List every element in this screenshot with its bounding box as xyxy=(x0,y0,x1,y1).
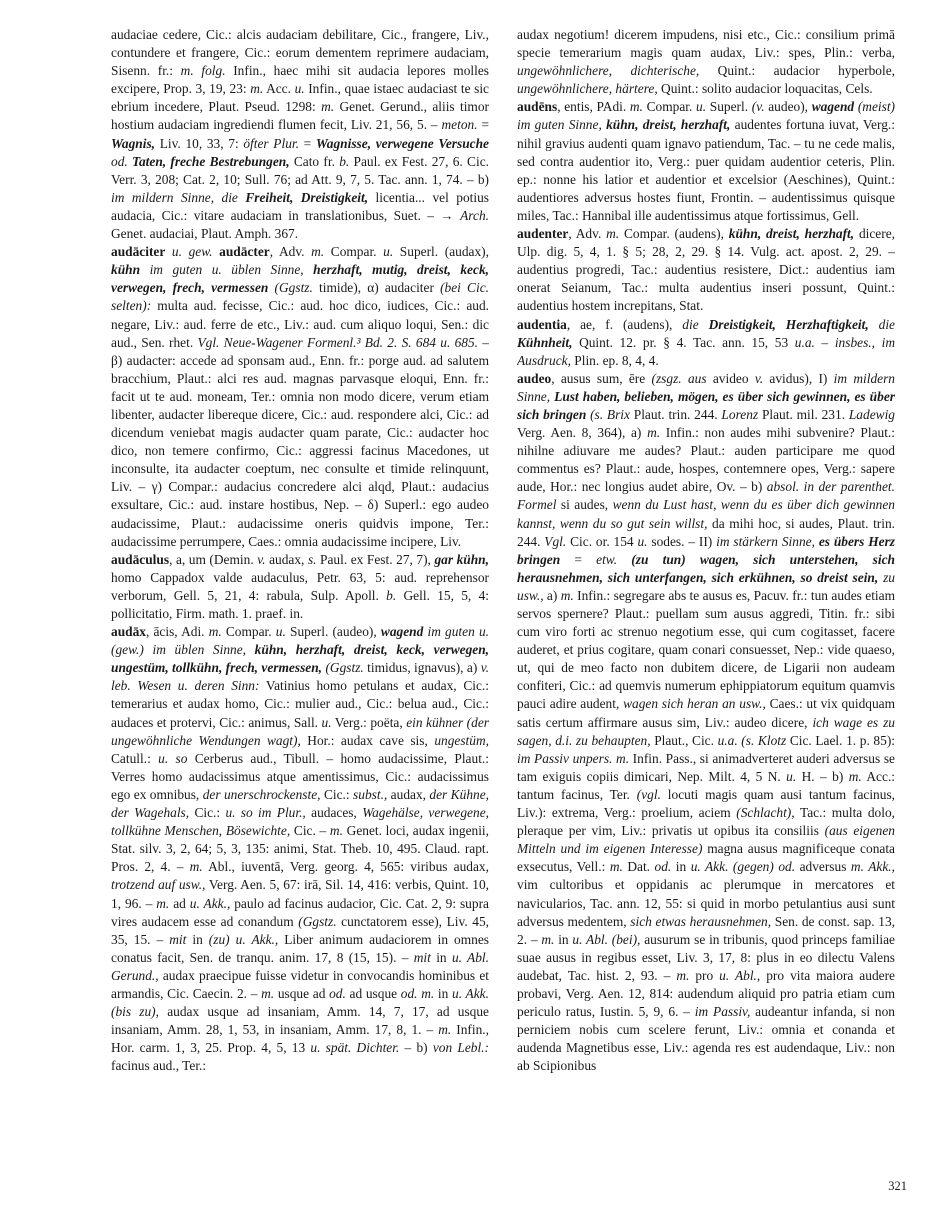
entry-bold-text: kühn xyxy=(111,262,141,278)
entry-text: vim cultoribus et oppidanis ac plerumque in mercatores et navicularios, Tac. ann. 12, 55: si quid in morbo petulantius ausi sunt adversus medentem, xyxy=(517,877,895,929)
entry-italic-text: im guten u. (gew.) im üblen Sinne, xyxy=(111,624,489,658)
entry-text: Acc.: tantum facinus, Ter. xyxy=(517,768,895,802)
entry-italic-text: ungewöhnlichere, härtere, xyxy=(517,81,658,97)
entry-text: multa aud. fecisse, Cic.: aud. hoc dico, iudices, Cic.: aud. negare, Liv.: aud. ferre de etc., Liv.: aud. cum aliquo loqui, Sen.: dic aud., Sen. rhet. xyxy=(111,298,489,350)
entry-text: Cerberus aud., Tibull. – homo audacissime, Plaut.: Verres homo audacissimus atque amentissimus, Cic.: audacissimus ego ex omnibus, xyxy=(111,750,489,802)
entry-text: , ausus sum, ēre xyxy=(551,370,652,386)
entry-text: Caes.: ut vix quidquam satis certum affirmare ausus sim, Liv.: audeo dicere, xyxy=(517,696,895,730)
entry-italic-text: im Passiv unpers. m. xyxy=(517,750,630,766)
entry-text: – b) xyxy=(399,1040,433,1056)
entry-italic-text: u. xyxy=(637,533,648,549)
entry-bold-text: Kühnheit, xyxy=(517,334,573,350)
entry-bold-text: es übers Herz bringen xyxy=(517,533,895,567)
entry-text: Verg. Aen. 5, 67: irā, Sil. 14, 416: verbis, Quint. 10, 1, 96. – xyxy=(111,877,489,911)
entry-text: , Adv. xyxy=(269,244,312,260)
entry-text: Genet. audaciai, Plaut. Amph. 367. xyxy=(111,226,299,242)
entry-bold-text: Wagnisse, verwegene Versuche xyxy=(315,135,489,151)
entry-text: in xyxy=(186,931,209,947)
entry-text: , ae, f. (audens), xyxy=(566,316,683,332)
entry-bold-text: Dreistigkeit, Herzhaftigkeit, xyxy=(708,316,869,332)
entry-italic-text: wagen sich heran an usw., xyxy=(623,696,766,712)
dictionary-entry xyxy=(517,316,895,370)
entry-italic-text: mit xyxy=(413,949,431,965)
left-column xyxy=(111,26,489,1176)
entry-text: Cic. Lael. 1. p. 85): xyxy=(786,732,895,748)
entry-text: Hor.: audax cave sis, xyxy=(300,732,435,748)
entry-italic-text: m. xyxy=(311,244,325,260)
dictionary-entry xyxy=(517,225,895,315)
entry-italic-text: (meist) im guten Sinne, xyxy=(517,99,895,133)
entry-italic-text: od. xyxy=(654,859,672,875)
entry-text: audax negotium! dicerem impudens, nisi etc., Cic.: consilium primā specie temerarium magis quam audax, Liv.: spes, Plin.: verba, xyxy=(517,27,895,61)
entry-text: Genet. loci, audax ingenii, Stat. silv. 3, 2, 64; 5, 3, 135: animi, Stat. Theb. 10, 495. Claud. rapt. Pros. 2, 4. – xyxy=(111,823,489,875)
entry-text: Plin. ep. 8, 4, 4. xyxy=(570,352,659,368)
entry-bold-text: audēns xyxy=(517,99,558,115)
entry-text: Superl. (audeo), xyxy=(285,624,381,640)
entry-text: Cic. – xyxy=(290,823,330,839)
entry-text: Compar. xyxy=(221,624,276,640)
entry-text: , entis, PAdi. xyxy=(557,99,630,115)
entry-italic-text: m. xyxy=(189,859,203,875)
dictionary-entry xyxy=(517,370,895,1076)
entry-text: Gell. 15, 5, 4: pollicitatio, Firm. math. 1. praef. in. xyxy=(111,587,489,621)
entry-italic-text: subst., xyxy=(353,786,388,802)
entry-italic-text: insbes., im Ausdruck, xyxy=(517,334,895,368)
entry-italic-text: öfter Plur. xyxy=(243,135,299,151)
entry-text: Cic.: xyxy=(320,786,354,802)
entry-italic-text: (vgl. xyxy=(636,786,661,802)
entry-italic-text: (bei Cic. selten): xyxy=(111,280,489,314)
dictionary-entry xyxy=(517,26,895,98)
entry-text: Liv. 10, 33, 7: xyxy=(155,135,244,151)
entry-text: Tac.: multa dolo, pleraque per vim, Liv.: privatis ut opibus ita consiliis xyxy=(517,805,895,839)
entry-bold-text: Wagnis, xyxy=(111,135,156,151)
entry-text: dicere, Ulp. dig. 5, 4, 1. § 5; 28, 2, 29. § 14. Vulg. act. apost. 2, 29. – audentius progredi, Tac.: audentius resistere, Dict.: audentius iam onerat Seianum, Tac.: multa audentius inseri possunt, Quint.: audentius hostem increpitans, Stat. xyxy=(517,226,895,314)
entry-italic-text: der Kühne, der Wagehals, xyxy=(111,786,489,821)
entry-text: H. – b) xyxy=(796,768,849,784)
entry-text: ad usque xyxy=(345,985,401,1001)
entry-italic-text: (Ggstz. xyxy=(298,913,337,929)
entry-italic-text: u. gew. xyxy=(171,244,213,260)
entry-italic-text: v. leb. Wesen u. deren Sinn: xyxy=(111,660,489,694)
entry-italic-text: (s. Brix xyxy=(590,406,630,422)
entry-italic-text: m. xyxy=(261,985,275,1001)
entry-italic-text: u.a. xyxy=(794,334,815,350)
entry-italic-text: u. spät. Dichter. xyxy=(310,1040,400,1056)
entry-italic-text: b. xyxy=(339,153,350,169)
entry-text: audeantur infanda, si non perniciem nobis cum scelere ferunt, Liv.: omnia et conanda et audenda Magnetibus esse, Liv.: agenda res est audendaque, Liv.: non ab Scipionibus xyxy=(517,1004,895,1074)
dictionary-entry xyxy=(517,98,895,225)
entry-text: Infin. Pass., si animadverteret auderi adversus se tam exiguis copiis dimicari, Nep. Milt. 4, 5 N. xyxy=(517,750,895,784)
entry-text: Liber animum audaciorem in omnes conatus facit, Sen. de tranqu. anim. 17, 8 (15, 15). – xyxy=(111,931,489,965)
entry-text: timidus, ignavus), a) xyxy=(363,660,481,676)
entry-text: = xyxy=(477,117,489,133)
entry-italic-text: v. xyxy=(754,370,764,386)
entry-bold-text: kühn, herzhaft, dreist, keck, verwegen, ungestüm, tollkühn, frech, vermessen, xyxy=(111,642,489,676)
entry-text: = xyxy=(298,135,316,151)
entry-italic-text: m. xyxy=(560,587,574,603)
entry-italic-text: u. so im Plur., xyxy=(225,805,306,821)
entry-italic-text: od. m. xyxy=(400,985,435,1001)
entry-text: paulo ad facinus audacior, Cic. Cat. 2, 9: supra vires audacem esse ad conandum xyxy=(111,895,489,929)
entry-italic-text: s. xyxy=(307,551,317,567)
entry-italic-text: u. xyxy=(294,81,305,97)
entry-text: audax praecipue fuisse videtur in convocandis hominibus et armandis, Cic. Caecin. 2. – xyxy=(111,967,489,1001)
entry-italic-text: m. xyxy=(848,768,862,784)
entry-bold-text: audentia xyxy=(517,316,567,332)
entry-text: audentes fortuna iuvat, Verg.: nihil gravius audenti quam ignavo patiendum, Tac. – tu ne cede malis, sed contra audentior ito, Verg.: puer quidam audentior ceteris, Plin. ep.: nonne his latior et audentior et excelsior (Aeschines), Quint.: audentiores adversus hostes fiunt, Frontin. – audentissimus quisque miles, Tac.: Hannibal ille audentissimus atque fortissimus, Gell. xyxy=(517,117,895,223)
entry-text: Plaut. mil. 231. xyxy=(758,406,849,422)
entry-text: Quint.: solito audacior loquacitas, Cels. xyxy=(657,81,873,97)
entry-italic-text: etw. xyxy=(596,551,618,567)
entry-italic-text: m. xyxy=(438,1022,452,1038)
entry-italic-text: u. Abl., xyxy=(719,967,761,983)
entry-italic-text: u. Akk., xyxy=(189,895,231,911)
entry-text xyxy=(140,262,150,277)
entry-text: sodes. – II) xyxy=(647,533,717,549)
entry-text: Cic.: xyxy=(189,805,226,821)
entry-bold-text: audāculus xyxy=(111,551,170,567)
entry-italic-text: ein kühner (der ungewöhnliche Wendungen wagt), xyxy=(111,714,489,748)
entry-bold-text: kühn, dreist, herzhaft, xyxy=(606,117,731,133)
entry-text: facinus aud., Ter.: xyxy=(111,1058,207,1074)
entry-text: – xyxy=(814,334,835,350)
entry-italic-text: u. xyxy=(696,99,707,115)
entry-italic-text: u. so xyxy=(158,750,188,766)
entry-bold-text: audeo xyxy=(517,370,552,386)
entry-italic-text: von Lebl.: xyxy=(432,1040,489,1056)
entry-italic-text: m. Akk., xyxy=(850,859,895,875)
entry-italic-text: Ladewig xyxy=(848,406,895,422)
entry-text: da mihi hoc, si audes, Plaut. trin. 244. xyxy=(517,515,895,549)
entry-text: a) xyxy=(543,587,561,603)
entry-text xyxy=(617,552,631,567)
entry-text xyxy=(165,244,172,259)
entry-italic-text: (aus eigenen Mitteln und im eigenen Interesse) xyxy=(517,823,895,857)
entry-text: Superl. (audax), xyxy=(393,244,489,260)
entry-italic-text: absol. in der parenthet. Formel xyxy=(517,479,895,513)
entry-text: , Adv. xyxy=(568,226,607,242)
entry-text xyxy=(869,317,879,332)
entry-italic-text: Vgl. Neue-Wagener Formenl.³ Bd. 2. S. 684 u. 685. xyxy=(197,334,479,350)
entry-italic-text: m. xyxy=(629,99,643,115)
entry-italic-text: m. folg. xyxy=(180,63,226,79)
entry-italic-text: u. Akk. (bis zu), xyxy=(111,985,489,1020)
entry-text: Vatinius homo petulans et audax, Cic.: temerarius et audax homo, Cic.: mulier aud., Cic.: belua aud., Cic.: audaces et protervi, Cic.: animus, Sall. xyxy=(111,678,489,730)
entry-bold-text: Lust haben, belieben, mögen, es über sich gewinnen, es über sich bringen xyxy=(517,388,895,422)
entry-text: Verg.: poëta, xyxy=(331,714,407,730)
entry-italic-text: od. xyxy=(329,985,346,1001)
entry-italic-text: od. xyxy=(111,153,128,169)
entry-text: Quint. 12. pr. § 4. Tac. ann. 15, 53 xyxy=(572,334,795,350)
entry-italic-text: m. xyxy=(156,895,170,911)
entry-text: Dat. xyxy=(622,859,655,875)
entry-text: in xyxy=(434,985,453,1001)
entry-text: ad xyxy=(169,895,190,911)
entry-text: Compar. xyxy=(642,99,697,115)
entry-text: audaces, xyxy=(305,805,363,821)
entry-text: cunctatorem esse), Liv. 45, 35, 15. – xyxy=(111,913,489,947)
entry-italic-text: m. xyxy=(541,931,555,947)
entry-text: magna ausus magnificeque conata exsecutus, Vell.: xyxy=(517,841,895,875)
page-number: 321 xyxy=(888,1179,907,1193)
entry-italic-text: (zsgz. aus xyxy=(651,370,707,386)
entry-text: usque ad xyxy=(274,985,330,1001)
entry-italic-text: ungestüm, xyxy=(434,732,489,748)
entry-text: locuti magis quam ausi tantum facinus, Liv.): extrema, Verg.: proelium, aciem xyxy=(517,786,895,821)
entry-italic-text: im mildern Sinne, xyxy=(517,370,895,404)
entry-italic-text: die xyxy=(878,316,895,332)
entry-bold-text: gar kühn, xyxy=(434,551,489,567)
entry-italic-text: b. xyxy=(386,587,397,603)
entry-text: avidus), I) xyxy=(763,370,834,386)
entry-text: Abl., iuventā, Verg. georg. 4, 565: viribus audax, xyxy=(202,859,489,875)
entry-text: Catull.: xyxy=(111,750,159,766)
entry-italic-text: im stärkern Sinne, xyxy=(716,533,815,549)
entry-italic-text: v. xyxy=(257,551,266,567)
entry-text: – β) audacter: accede ad sponsam aud., Enn. fr.: porge aud. ad salutem bracchium, Plaut.: alci res aud. magnas parvasque eloqui, Enn. fr.: facit ut te aud. moneam, Ter.: omnia non modo dicere, verum etiam libenter, audacter libereque dicere, Cic.: aud. respondere alci, Cic.: ad dicendum veniebat magis audacter quam parate, Cic.: audacter hoc dico, non temere confirmo, Cic.: aggressi facinus Macedones, ut inconsulte, ita audacter coeptum, nec consulte et timide relinquunt, Liv. – γ) Compar.: audacius concredere alci alqd, Plaut.: audacius exsultare, Cic.: aud. instare hostibus, Nep. – δ) Superl.: ego audeo audacissime, Plaut.: audacissime oneris quidvis impone, Ter.: audacissime perrumpere, Caes.: omnia audacissime incipere, Liv. xyxy=(111,334,489,549)
entry-italic-text: u. Abl. Gerund., xyxy=(111,949,489,983)
entry-text: audeo), xyxy=(764,99,812,115)
entry-italic-text: Vgl. xyxy=(544,533,567,549)
entry-italic-text: Lorenz xyxy=(721,406,759,422)
entry-italic-text: m. xyxy=(676,967,690,983)
entry-italic-text: Wagehälse, verwegene, tollkühne Menschen, Bösewichte, xyxy=(111,805,489,839)
entry-text: Infin., Hor. carm. 1, 3, 25. Prop. 4, 5, 13 xyxy=(111,1022,489,1056)
entry-text: Paul. ex Fest. 27, 6. Cic. Verr. 3, 208; Cat. 2, 10; Sull. 76; ad Att. 9, 7, 5. Tac. ann. 1, 74. – b) xyxy=(111,153,489,187)
dictionary-entry xyxy=(111,623,489,1075)
entry-italic-text: im guten u. üblen Sinne, xyxy=(149,262,304,278)
entry-text xyxy=(246,642,255,657)
entry-text xyxy=(304,262,314,277)
entry-italic-text: sich etwas herausnehmen, xyxy=(630,913,772,929)
entry-text: , a, um (Demin. xyxy=(169,551,258,567)
entry-italic-text: u. xyxy=(321,714,332,730)
entry-text: si audes, xyxy=(556,497,613,513)
entry-italic-text: u. Abl. (bei), xyxy=(572,931,641,947)
entry-text: pro xyxy=(689,967,720,983)
entry-italic-text: trotzend auf usw., xyxy=(111,877,206,893)
entry-italic-text: (Schlacht), xyxy=(736,805,795,821)
entry-text: Genet. Gerund., aliis timor hostium audaciam ingrediendi flumen fecit, Liv. 21, 56, 5. – xyxy=(111,99,489,133)
entry-text: Cato fr. xyxy=(289,153,340,169)
entry-italic-text: m. xyxy=(321,99,335,115)
entry-text: adversus xyxy=(795,859,851,875)
entry-bold-text: wagend xyxy=(380,624,424,640)
entry-italic-text: der unerschrockenste, xyxy=(202,786,321,802)
entry-bold-text: audācter xyxy=(219,244,270,260)
entry-text: Superl. xyxy=(706,99,752,115)
entry-text: Cic. or. 154 xyxy=(566,533,638,549)
entry-bold-text: Freiheit, Dreistigkeit, xyxy=(245,189,369,205)
dictionary-entry xyxy=(111,243,489,551)
entry-text xyxy=(699,317,709,332)
entry-italic-text: m. xyxy=(208,624,222,640)
entry-italic-text: wenn du Lust hast, wenn du es über dich gewinnen kannst, wenn du so gut sein willst, xyxy=(517,497,895,531)
entry-text: Infin.: segregare abs te ausus es, Pacuv. fr.: tun audes etiam servos spernere? Plaut.: puellam sum ausus aggredi, Titin. fr.: sibi cum viro forti ac strenuo negotium esse, qui cum cogitasset, facere auderet, et prius cogitare, quam conari consuesset, Nep.: vide quaeso, ut, qui de meo facto non dubitem dicere, de Ligarii non audeam confiteri, Cic.: ad quemvis numerum ephippiatorum equitum quamvis pauci adire audent, xyxy=(517,587,895,712)
entry-italic-text: ich wage es zu sagen, d.i. zu behaupten, xyxy=(517,714,895,748)
entry-bold-text: herzhaft, mutig, dreist, keck, verwegen, frech, vermessen xyxy=(111,262,489,296)
entry-text: ausurum se in tribunis, quod princeps familiae suae ausus in regibus esset, Liv. 3, 17, 8: plus in eo dilectu Valens audebat, Tac. hist. 2, 93. – xyxy=(517,931,895,983)
entry-text: audax, xyxy=(387,786,430,802)
entry-bold-text: audāx xyxy=(111,624,146,640)
entry-italic-text: (Ggstz. xyxy=(325,660,364,676)
entry-text: , ācis, Adi. xyxy=(145,624,209,640)
entry-text: in xyxy=(430,949,452,965)
entry-text: avideo xyxy=(706,370,755,386)
entry-italic-text: (Ggstz. xyxy=(274,280,313,296)
entry-italic-text: im mildern Sinne, die xyxy=(111,189,238,205)
entry-text: audax usque ad insaniam, Amm. 14, 7, 17, ad usque insaniam, Amm. 28, 1, 53, in insaniam, Amm. 17, 8, 1. – xyxy=(111,1004,489,1038)
entry-text: licentia... vel potius audacia, Cic.: vitare audaciam in translationibus, Suet. – → xyxy=(111,189,489,223)
entry-text: Infin., quae istaec audaciast te sic ebrium incedere, Plaut. Pseud. 1298: xyxy=(111,81,489,115)
entry-text: Infin.: non audes mihi subvenire? Plaut.: nihilne adiuvare me audes? Plaut.: auden participare me quod commentus es? Plaut.: aude, hospes, contemnere opes, Verg.: sapere aude, Hor.: nec longius audet abire, Ov. – b) xyxy=(517,425,895,495)
entry-bold-text: kühn, dreist, herzhaft, xyxy=(728,226,855,242)
entry-italic-text: m. xyxy=(606,226,620,242)
entry-text: Paul. ex Fest. 27, 7), xyxy=(316,551,435,567)
entry-italic-text: m. xyxy=(329,823,343,839)
entry-italic-text: u. xyxy=(383,244,394,260)
entry-text: = xyxy=(560,551,597,567)
entry-text: Infin., haec mihi sit audacia lepores molles excipere, Prop. 3, 19, 23: xyxy=(111,63,489,97)
entry-text: Acc. xyxy=(263,81,295,97)
entry-text: Compar. (audens), xyxy=(619,226,729,242)
entry-text: timide), α) audaciter xyxy=(312,280,441,296)
dictionary-entry xyxy=(111,26,489,243)
entry-italic-text: die xyxy=(682,316,699,332)
entry-text: homo Cappadox valde audaculus, Petr. 63, 5: aud. reprehensor verborum, Gell. 5, 21, 4: rabula, Sulp. Apoll. xyxy=(111,569,489,603)
entry-text: Compar. xyxy=(324,244,384,260)
entry-text: Verg. Aen. 8, 364), a) xyxy=(517,425,648,441)
entry-italic-text: (v. xyxy=(751,99,765,115)
entry-bold-text: audāciter xyxy=(111,244,166,260)
entry-italic-text: ungewöhnlichere, dichterische, xyxy=(517,63,700,79)
dictionary-entry xyxy=(111,551,489,623)
right-column xyxy=(517,26,895,1176)
entry-text: in xyxy=(554,931,573,947)
entry-italic-text: u.a. (s. Klotz xyxy=(717,732,787,748)
entry-bold-text: Taten, freche Bestrebungen, xyxy=(132,153,290,169)
entry-text: Plaut. trin. 244. xyxy=(629,406,722,422)
entry-text: audaciae cedere, Cic.: alcis audaciam debilitare, Cic., frangere, Liv., contundere et frangere, Cic.: eorum dementem reprimere audaciam, Sisenn. fr.: xyxy=(111,27,489,79)
entry-text: Sen. de const. sap. 13, 2. – xyxy=(517,913,895,947)
entry-text: Quint.: audacior hyperbole, xyxy=(699,63,895,79)
entry-italic-text: meton. xyxy=(441,117,478,133)
entry-text: audax, xyxy=(265,551,308,567)
entry-bold-text: (zu tun) wagen, sich unterstehen, sich herausnehmen, sich unterfangen, sich erkühnen, so dreist sein, xyxy=(517,551,895,585)
entry-bold-text: audenter xyxy=(517,226,569,242)
entry-italic-text: Arch. xyxy=(460,207,489,223)
entry-italic-text: u. Akk. (gegen) od. xyxy=(690,859,796,875)
entry-italic-text: mit xyxy=(169,931,187,947)
entry-italic-text: m. xyxy=(647,425,661,441)
entry-text: in xyxy=(671,859,691,875)
entry-italic-text: m. xyxy=(250,81,264,97)
entry-bold-text: wagend xyxy=(811,99,855,115)
entry-italic-text: u. xyxy=(786,768,797,784)
entry-text: Plaut., Cic. xyxy=(650,732,718,748)
entry-italic-text: zu usw., xyxy=(517,569,895,603)
entry-italic-text: im Passiv, xyxy=(694,1004,751,1020)
entry-italic-text: u. xyxy=(275,624,286,640)
entry-italic-text: (zu) u. Akk., xyxy=(208,931,279,947)
entry-italic-text: m. xyxy=(609,859,623,875)
entry-text: pro vita maiora audere probavi, Verg. Aen. 12, 814: audendum aliquid pro patria etiam cum periculo ratus, Iustin. 5, 9, 6. – xyxy=(517,967,895,1020)
